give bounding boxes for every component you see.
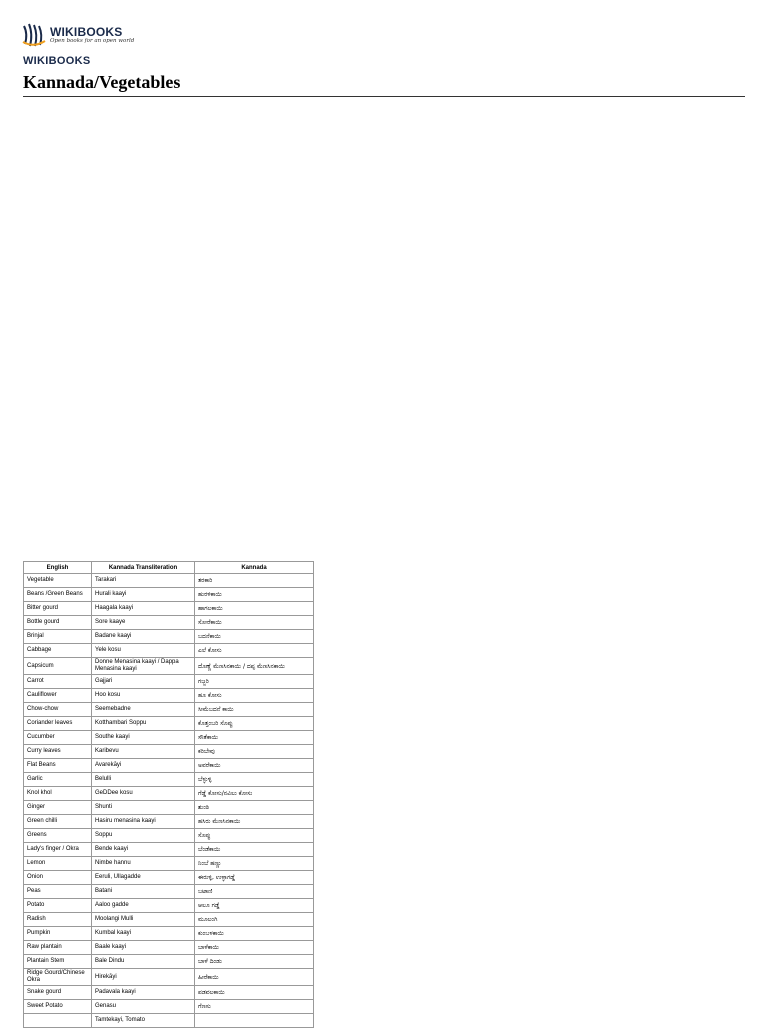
cell-kannada: ಸೊಪ್ಪು [195,829,314,843]
cell-transliteration: Genasu [92,1000,195,1014]
table-row [24,759,314,773]
cell-kannada: ದೊಣ್ಣೆ ಮೆಣಸಿನಕಾಯಿ / ದಪ್ಪ ಮೆಣಸಿನಕಾಯಿ [195,658,314,675]
cell-english: Cabbage [24,644,92,658]
table-row [24,689,314,703]
cell-english: Potato [24,899,92,913]
cell-english: Cauliflower [24,689,92,703]
table-row [24,829,314,843]
cell-english: Raw plantain [24,941,92,955]
cell-english: Greens [24,829,92,843]
cell-english: Sweet Potato [24,1000,92,1014]
cell-transliteration: Nimbe hannu [92,857,195,871]
cell-transliteration: Tamtekayi, Tomato [92,1014,195,1028]
cell-kannada: ಬಾಳೆಕಾಯಿ [195,941,314,955]
cell-english: Carrot [24,675,92,689]
cell-transliteration: Seemebadne [92,703,195,717]
cell-kannada: ಈರುಳ್ಳಿ, ಉಳ್ಳಾಗಡ್ಡೆ [195,871,314,885]
logo-tagline: Open books for an open world [50,37,135,44]
table-row [24,885,314,899]
cell-english: Peas [24,885,92,899]
cell-english: Lemon [24,857,92,871]
table-row [24,1014,314,1028]
cell-transliteration: Hasiru menasina kaayi [92,815,195,829]
cell-english: Plantain Stem [24,955,92,969]
cell-transliteration: Aaloo gadde [92,899,195,913]
cell-english: Brinjal [24,630,92,644]
table-row [24,717,314,731]
cell-kannada [195,1014,314,1028]
table-row [24,602,314,616]
cell-transliteration: Haagala kaayi [92,602,195,616]
cell-english: Curry leaves [24,745,92,759]
cell-kannada: ಗೆಡ್ಡೆ ಕೋಸು/ನವಿಲು ಕೋಸು [195,787,314,801]
cell-english: Vegetable [24,574,92,588]
cell-kannada: ಹೀರೆಕಾಯಿ [195,969,314,986]
cell-english: Pumpkin [24,927,92,941]
cell-transliteration: Bende kaayi [92,843,195,857]
table-row [24,857,314,871]
cell-kannada: ಆಲೂ ಗಡ್ಡೆ [195,899,314,913]
cell-transliteration: Hirekāyi [92,969,195,986]
cell-english: Chow-chow [24,703,92,717]
cell-kannada: ಬೆಳ್ಳುಳ್ಳಿ [195,773,314,787]
cell-english: Ginger [24,801,92,815]
table-row [24,703,314,717]
logo-title: WIKIBOOKS [50,24,123,39]
cell-english: Onion [24,871,92,885]
cell-kannada: ಅವರೆಕಾಯಿ [195,759,314,773]
cell-english: Knol khol [24,787,92,801]
cell-transliteration: Soppu [92,829,195,843]
cell-english: Garlic [24,773,92,787]
cell-transliteration: Donne Menasina kaayi / Dappa Menasina kaayi [92,658,195,675]
table-row [24,899,314,913]
cell-transliteration: Hoo kosu [92,689,195,703]
cell-kannada: ಹಾಗಲಕಾಯಿ [195,602,314,616]
cell-kannada: ಹುರಳಿಕಾಯಿ [195,588,314,602]
cell-kannada: ಗಜ್ಜರಿ [195,675,314,689]
table-row [24,773,314,787]
table-row [24,941,314,955]
table-row [24,986,314,1000]
books-icon [22,22,46,48]
table-body [24,574,314,1028]
cell-transliteration: Eeruli, Ullagadde [92,871,195,885]
cell-transliteration: Padavala kaayi [92,986,195,1000]
cell-kannada: ಸೀಮೆಬದನೆ ಕಾಯಿ [195,703,314,717]
cell-transliteration: Moolangi Mulli [92,913,195,927]
cell-transliteration: Sore kaaye [92,616,195,630]
table-row [24,815,314,829]
cell-transliteration: GeDDee kosu [92,787,195,801]
table-row [24,745,314,759]
cell-transliteration: Hurali kaayi [92,588,195,602]
cell-english: Cucumber [24,731,92,745]
cell-kannada: ಬದನೆಕಾಯಿ [195,630,314,644]
column-header-kannada: Kannada [195,562,314,574]
table-row [24,927,314,941]
table-header-row [24,562,314,574]
table-row [24,675,314,689]
table-row [24,969,314,986]
cell-transliteration: Avarekāyi [92,759,195,773]
cell-kannada: ಸೋರೆಕಾಯಿ [195,616,314,630]
table-row [24,616,314,630]
cell-transliteration: Tarakari [92,574,195,588]
table-row [24,658,314,675]
cell-english: Bitter gourd [24,602,92,616]
cell-english [24,1014,92,1028]
cell-transliteration: Yele kosu [92,644,195,658]
cell-transliteration: Baale kaayi [92,941,195,955]
cell-transliteration: Southe kaayi [92,731,195,745]
table-row [24,644,314,658]
table-row [24,801,314,815]
cell-transliteration: Kumbal kaayi [92,927,195,941]
wikibooks-logo[interactable] [22,22,134,48]
cell-transliteration: Gajjari [92,675,195,689]
cell-english: Radish [24,913,92,927]
cell-english: Green chilli [24,815,92,829]
cell-kannada: ಬೆಂಡೆಕಾಯಿ [195,843,314,857]
cell-kannada: ಎಲೆ ಕೋಸು [195,644,314,658]
table-row [24,871,314,885]
table-row [24,731,314,745]
cell-english: Beans /Green Beans [24,588,92,602]
cell-kannada: ಕರಿಬೇವು [195,745,314,759]
cell-kannada: ಮೂಲಂಗಿ [195,913,314,927]
cell-kannada: ಕುಂಬಳಕಾಯಿ [195,927,314,941]
cell-transliteration: Badane kaayi [92,630,195,644]
cell-kannada: ತರಕಾರಿ [195,574,314,588]
cell-english: Flat Beans [24,759,92,773]
table-row [24,1000,314,1014]
cell-english: Lady's finger / Okra [24,843,92,857]
cell-kannada: ಸೌತೆಕಾಯಿ [195,731,314,745]
cell-transliteration: Karibevu [92,745,195,759]
cell-english: Ridge Gourd/Chinese Okra [24,969,92,986]
vegetables-table [23,561,314,1028]
cell-kannada: ಗೆಣಸು [195,1000,314,1014]
table-row [24,630,314,644]
cell-transliteration: Shunti [92,801,195,815]
table-row [24,955,314,969]
cell-transliteration: Kotthambari Soppu [92,717,195,731]
cell-transliteration: Belulli [92,773,195,787]
table-row [24,913,314,927]
cell-kannada: ಬಾಳೆ ದಿಂಡು [195,955,314,969]
cell-english: Bottle gourd [24,616,92,630]
wikibooks-wordmark: WIKIBOOKS [23,55,91,67]
cell-kannada: ಹೂ ಕೋಸು [195,689,314,703]
cell-english: Snake gourd [24,986,92,1000]
cell-english: Capsicum [24,658,92,675]
cell-english: Coriander leaves [24,717,92,731]
column-header-transliteration: Kannada Transliteration [92,562,195,574]
cell-transliteration: Batani [92,885,195,899]
page-title: Kannada/Vegetables [23,72,181,92]
cell-transliteration: Bale Dindu [92,955,195,969]
table-row [24,787,314,801]
table-row [24,588,314,602]
title-divider [23,96,745,97]
cell-kannada: ಹಸಿರು ಮೆಣಸಿನಕಾಯಿ [195,815,314,829]
cell-kannada: ಪಡವಲಕಾಯಿ [195,986,314,1000]
table-row [24,843,314,857]
cell-kannada: ನಿಂಬೆ ಹಣ್ಣು [195,857,314,871]
column-header-english: English [24,562,92,574]
table-row [24,574,314,588]
cell-kannada: ಕೊತ್ತಂಬರಿ ಸೊಪ್ಪು [195,717,314,731]
cell-kannada: ಬಟಾಣಿ [195,885,314,899]
cell-kannada: ಶುಂಠಿ [195,801,314,815]
